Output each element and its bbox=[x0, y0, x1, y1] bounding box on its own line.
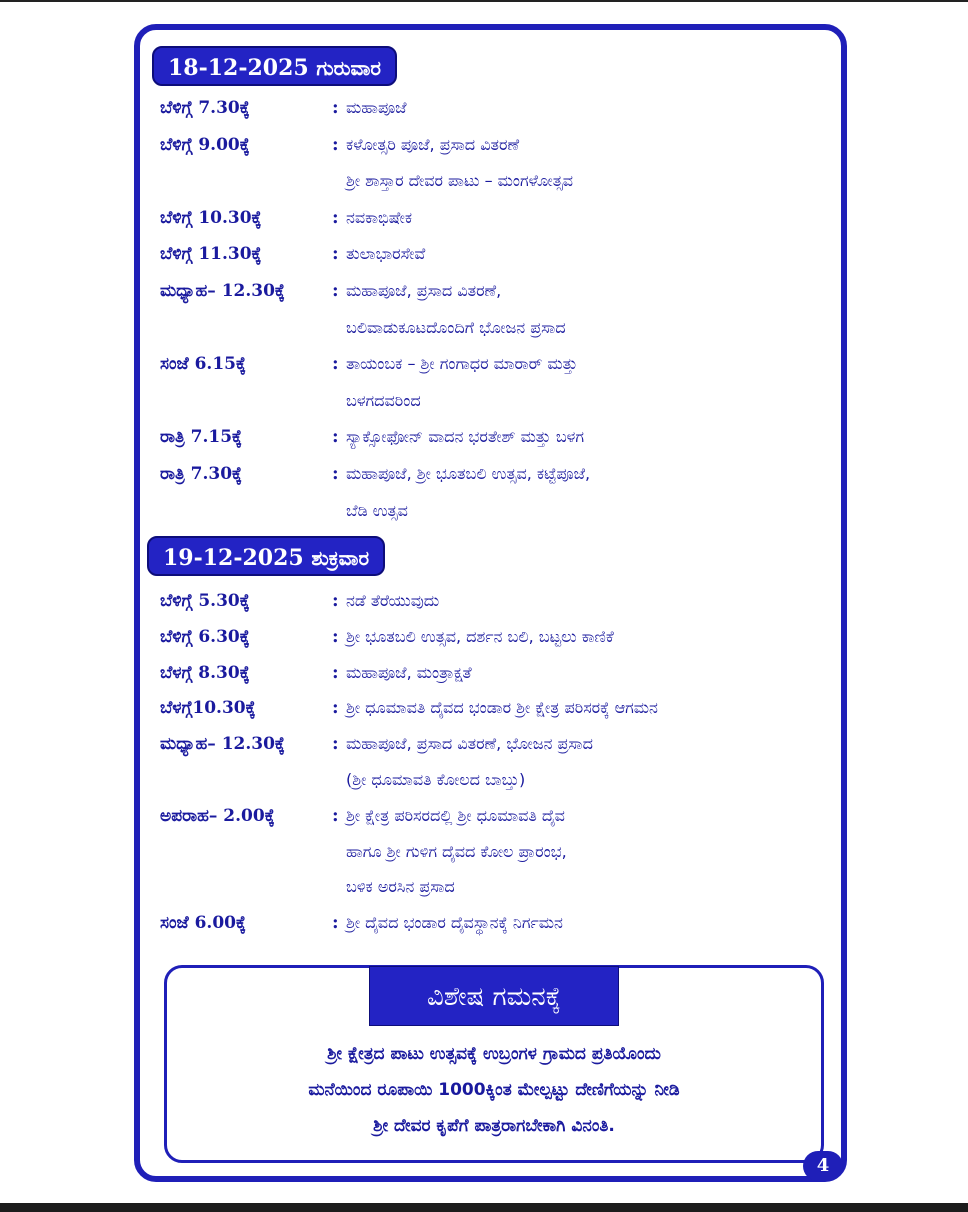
schedule-time: ಮಧ್ಯಾಹ– 12.30ಕ್ಕೆ bbox=[160, 281, 285, 301]
schedule-event: ನಡೆ ತೆರೆಯುವುದು bbox=[346, 591, 440, 610]
schedule-row bbox=[160, 837, 820, 873]
special-note-title: ವಿಶೇಷ ಗಮನಕ್ಕೆ bbox=[369, 966, 619, 1026]
schedule-event: ಶ್ರೀ ದೈವದ ಭಂಡಾರ ದೈವಸ್ಥಾನಕ್ಕೆ ನಿರ್ಗಮನ bbox=[346, 913, 563, 933]
schedule-row bbox=[160, 386, 820, 422]
schedule-event: ಶ್ರೀ ಭೂತಬಲಿ ಉತ್ಸವ, ದರ್ಶನ ಬಲಿ, ಬಟ್ಟಲು ಕಾಣಿಕೆ bbox=[346, 626, 614, 646]
schedule-row bbox=[160, 349, 820, 385]
schedule-time: ಬೆಳಿಗ್ಗೆ 7.30ಕ್ಕೆ bbox=[160, 98, 250, 118]
schedule-row bbox=[160, 422, 820, 458]
separator-colon: : bbox=[332, 625, 339, 647]
day2-header-badge bbox=[147, 536, 385, 576]
schedule-event: ಶ್ರೀ ಕ್ಷೇತ್ರ ಪರಿಸರದಲ್ಲಿ ಶ್ರೀ ಧೂಮಾವತಿ ದೈವ bbox=[346, 805, 565, 825]
schedule-event: ಬಲಿವಾಡುಕೂಟದೊಂದಿಗೆ ಭೋಜನ ಪ್ರಸಾದ bbox=[346, 317, 566, 337]
separator-colon: : bbox=[332, 590, 339, 611]
schedule-row bbox=[160, 622, 820, 658]
schedule-event: ಬಳಗದವರಿಂದ bbox=[346, 390, 421, 410]
separator-colon: : bbox=[332, 353, 339, 375]
schedule-event: ಮಹಾಪೂಜೆ, ಶ್ರೀ ಭೂತಬಲಿ ಉತ್ಸವ, ಕಟ್ಟೆಪೂಜೆ, bbox=[346, 464, 591, 483]
schedule-event: ಮಹಾಪೂಜೆ bbox=[346, 98, 407, 117]
schedule-row bbox=[160, 908, 820, 944]
schedule-event: ಶ್ರೀ ಶಾಸ್ತಾರ ದೇವರ ಪಾಟು – ಮಂಗಳೋತ್ಸವ bbox=[346, 171, 574, 191]
schedule-event: ಮಹಾಪೂಜೆ, ಪ್ರಸಾದ ವಿತರಣೆ, ಭೋಜನ ಪ್ರಸಾದ bbox=[346, 734, 593, 754]
schedule-time: ರಾತ್ರಿ 7.15ಕ್ಕೆ bbox=[160, 427, 242, 448]
schedule-time: ಸಂಜೆ 6.00ಕ್ಕೆ bbox=[160, 913, 246, 934]
day1-weekday: ಗುರುವಾರ bbox=[316, 56, 382, 80]
schedule-event: ಶ್ರೀ ಧೂಮಾವತಿ ದೈವದ ಭಂಡಾರ ಶ್ರೀ ಕ್ಷೇತ್ರ ಪರಿಸರಕ್ಕೆ ಆಗಮನ bbox=[346, 698, 658, 718]
schedule-row bbox=[160, 586, 820, 622]
day1-header-badge bbox=[152, 46, 397, 86]
schedule-event: ಹಾಗೂ ಶ್ರೀ ಗುಳಿಗ ದೈವದ ಕೋಲ ಪ್ರಾರಂಭ, bbox=[346, 841, 567, 861]
separator-colon: : bbox=[332, 280, 339, 301]
schedule-event: ಮಹಾಪೂಜೆ, ಮಂತ್ರಾಕ್ಷತೆ bbox=[346, 662, 472, 682]
day1-date: 18-12-2025 bbox=[168, 55, 309, 81]
schedule-time: ಬೆಳಗ್ಗೆ10.30ಕ್ಕೆ bbox=[160, 698, 256, 719]
schedule-event: ಕಳೋತ್ಸರಿ ಪೂಜೆ, ಪ್ರಸಾದ ವಿತರಣೆ bbox=[346, 134, 520, 154]
special-note-line: ಮನೆಯಿಂದ ರೂಪಾಯಿ 1000ಕ್ಕಿಂತ ಮೇಲ್ಪಟ್ಟು ದೇಣಿಗೆಯನ್ನು ನೀಡಿ bbox=[308, 1080, 680, 1100]
schedule-time: ಬೆಳಿಗ್ಗೆ 9.00ಕ್ಕೆ bbox=[160, 134, 250, 155]
schedule-time: ಬೆಳಿಗ್ಗೆ 10.30ಕ್ಕೆ bbox=[160, 207, 262, 228]
separator-colon: : bbox=[332, 733, 339, 755]
schedule-time: ಬೆಳಗ್ಗೆ 8.30ಕ್ಕೆ bbox=[160, 662, 250, 683]
schedule-row bbox=[160, 693, 820, 729]
separator-colon: : bbox=[332, 661, 339, 683]
schedule-event: ಮಹಾಪೂಜೆ, ಪ್ರಸಾದ ವಿತರಣೆ, bbox=[346, 281, 502, 300]
schedule-time: ಸಂಜೆ 6.15ಕ್ಕೆ bbox=[160, 354, 246, 375]
schedule-time: ಮಧ್ಯಾಹ– 12.30ಕ್ಕೆ bbox=[160, 734, 285, 755]
separator-colon: : bbox=[332, 133, 339, 155]
schedule-row bbox=[160, 166, 820, 202]
top-rule bbox=[0, 0, 968, 2]
schedule-event: (ಶ್ರೀ ಧೂಮಾವತಿ ಕೋಲದ ಬಾಬ್ತು) bbox=[346, 770, 526, 789]
separator-colon: : bbox=[332, 804, 339, 826]
schedule-time: ಬೆಳಿಗ್ಗೆ 11.30ಕ್ಕೆ bbox=[160, 244, 262, 265]
separator-colon: : bbox=[332, 426, 339, 448]
schedule-time: ಅಪರಾಹ– 2.00ಕ್ಕೆ bbox=[160, 805, 275, 826]
separator-colon: : bbox=[332, 912, 339, 934]
schedule-row bbox=[160, 496, 820, 532]
special-note-line: ಶ್ರೀ ದೇವರ ಕೃಪೆಗೆ ಪಾತ್ರರಾಗಬೇಕಾಗಿ ವಿನಂತಿ. bbox=[373, 1116, 615, 1136]
schedule-row bbox=[160, 729, 820, 765]
schedule-event: ನವಕಾಭಿಷೇಕ bbox=[346, 207, 413, 227]
schedule-row bbox=[160, 239, 820, 275]
schedule-row bbox=[160, 130, 820, 166]
schedule-row bbox=[160, 765, 820, 801]
schedule-event: ತಾಯಂಬಕ – ಶ್ರೀ ಗಂಗಾಧರ ಮಾರಾರ್ ಮತ್ತು bbox=[346, 354, 578, 374]
separator-colon: : bbox=[332, 97, 339, 118]
schedule-event: ತುಲಾಭಾರಸೇವೆ bbox=[346, 244, 426, 264]
special-note-line: ಶ್ರೀ ಕ್ಷೇತ್ರದ ಪಾಟು ಉತ್ಸವಕ್ಕೆ ಉಬ್ರಂಗಳ ಗ್ರಾಮದ ಪ್ರತಿಯೊಂದು bbox=[327, 1044, 661, 1064]
schedule-time: ಬೆಳಿಗ್ಗೆ 6.30ಕ್ಕೆ bbox=[160, 626, 250, 647]
schedule-row bbox=[160, 459, 820, 495]
schedule-row bbox=[160, 93, 820, 129]
day2-weekday: ಶುಕ್ರವಾರ bbox=[311, 546, 370, 570]
separator-colon: : bbox=[332, 243, 339, 265]
schedule-row bbox=[160, 872, 820, 908]
schedule-row bbox=[160, 276, 820, 312]
separator-colon: : bbox=[332, 463, 339, 484]
schedule-event: ಸ್ಯಾಕ್ಸೋಫೋನ್ ವಾದನ ಭರತೇಶ್ ಮತ್ತು ಬಳಗ bbox=[346, 427, 584, 447]
schedule-time: ಬೆಳಿಗ್ಗೆ 5.30ಕ್ಕೆ bbox=[160, 591, 250, 611]
schedule-event: ಬಳಿಕ ಅರಸಿನ ಪ್ರಸಾದ bbox=[346, 877, 455, 897]
schedule-event: ಬೆಡಿ ಉತ್ಸವ bbox=[346, 500, 408, 520]
schedule-row bbox=[160, 203, 820, 239]
schedule-row bbox=[160, 801, 820, 837]
separator-colon: : bbox=[332, 697, 339, 719]
schedule-row bbox=[160, 658, 820, 694]
separator-colon: : bbox=[332, 206, 339, 228]
schedule-time: ರಾತ್ರಿ 7.30ಕ್ಕೆ bbox=[160, 464, 242, 484]
schedule-row bbox=[160, 313, 820, 349]
page-number: 4 bbox=[803, 1151, 843, 1181]
day2-date: 19-12-2025 bbox=[163, 545, 304, 571]
bottom-rule bbox=[0, 1203, 968, 1212]
